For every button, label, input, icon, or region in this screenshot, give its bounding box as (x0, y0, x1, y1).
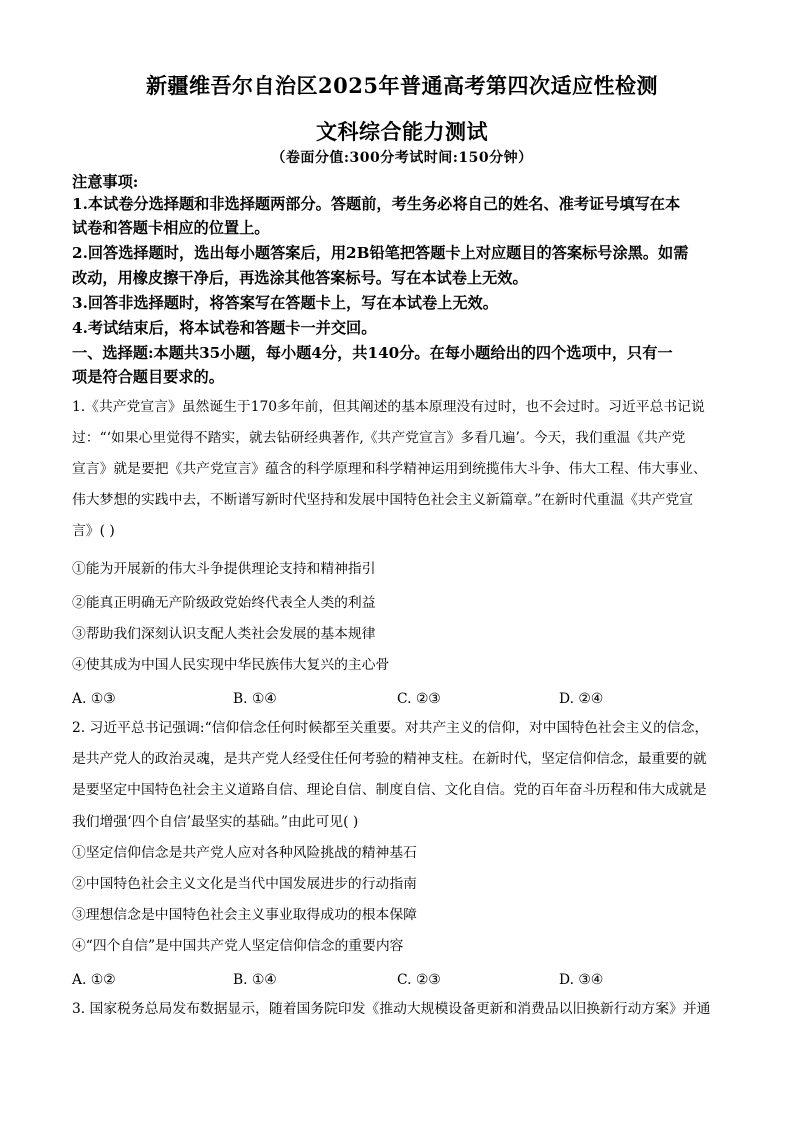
question-2-stem-line: 2. 习近平总书记强调:“信仰信念任何时候都至关重要。对共产主义的信仰，对中国特色社会主义的信念， (72, 720, 709, 736)
exam-title: 新疆维吾尔自治区2025年普通高考第四次适应性检测 (146, 73, 658, 98)
question-1-stem-line: 宣言》就是要把《共产党宣言》蕴含的科学原理和科学精神运用到统揽伟大斗争、伟大工程、伟大事业、 (72, 461, 707, 477)
question-1-statement: ①能为开展新的伟大斗争提供理论支持和精神指引 (72, 561, 376, 577)
question-1-stem-line: 伟大梦想的实践中去，不断谱写新时代坚持和发展中国特色社会主义新篇章。”在新时代重温《共产党宣 (72, 492, 694, 508)
question-2-statement: ④“四个自信”是中国共产党人坚定信仰信念的重要内容 (72, 938, 404, 954)
question-1-statement: ④使其成为中国人民实现中华民族伟大复兴的主心骨 (72, 657, 390, 673)
exam-subtitle: 文科综合能力测试 (316, 119, 488, 144)
question-2-statement: ②中国特色社会主义文化是当代中国发展进步的行动指南 (72, 876, 417, 892)
notes-line: 3.回答非选择题时，将答案写在答题卡上，写在本试卷上无效。 (72, 294, 498, 312)
question-2-stem-line: 是要坚定中国特色社会主义道路自信、理论自信、制度自信、文化自信。党的百年奋斗历程和伟大成就是 (72, 782, 707, 798)
question-3-stem-line: 3. 国家税务总局发布数据显示，随着国务院印发《推动大规模设备更新和消费品以旧换新行动方案》并通 (72, 1001, 711, 1017)
question-1-stem-line: 过：“‘如果心里觉得不踏实，就去钻研经典著作,《共产党宣言》多看几遍’。今天，我们重温《共产党 (72, 430, 686, 446)
exam-info: （卷面分值:300分考试时间:150分钟） (271, 150, 533, 166)
option-c: C. ②③ (397, 691, 441, 707)
notes-line: 试卷和答题卡相应的位置上。 (72, 219, 270, 237)
option-d: D. ②④ (559, 691, 604, 707)
notes-heading: 注意事项: (72, 173, 139, 191)
notes-line: 1.本试卷分选择题和非选择题两部分。答题前，考生务必将自己的姓名、准考证号填写在本 (72, 195, 681, 213)
option-b: B. ①④ (233, 691, 277, 707)
question-1-statement: ③帮助我们深刻认识支配人类社会发展的基本规律 (72, 626, 376, 642)
notes-line: 4.考试结束后，将本试卷和答题卡一并交回。 (72, 319, 377, 337)
question-2-statement: ①坚定信仰信念是共产党人应对各种风险挑战的精神基石 (72, 845, 417, 861)
option-c: C. ②③ (397, 972, 441, 988)
question-2-stem-line: 我们增强‘四个自信’最坚实的基础。”由此可见( ) (72, 814, 359, 830)
option-a: A. ①③ (72, 691, 116, 707)
section-heading-line: 项是符合题目要求的。 (72, 368, 224, 386)
option-d: D. ③④ (559, 972, 604, 988)
question-1-statement: ②能真正明确无产阶级政党始终代表全人类的利益 (72, 595, 376, 611)
question-1-stem-line: 1.《共产党宣言》虽然诞生于170多年前，但其阐述的基本原理没有过时，也不会过时。习近平总书记说 (72, 399, 705, 415)
notes-line: 改动，用橡皮擦干净后，再选涂其他答案标号。写在本试卷上无效。 (72, 269, 528, 287)
question-2-stem-line: 是共产党人的政治灵魂，是共产党人经受住任何考验的精神支柱。在新时代，坚定信仰信念，最重要的就 (72, 751, 707, 767)
option-a: A. ①② (72, 972, 116, 988)
question-1-stem-line: 言》( ) (72, 523, 115, 539)
notes-line: 2.回答选择题时，选出每小题答案后，用2B铅笔把答题卡上对应题目的答案标号涂黑。如需 (72, 244, 689, 262)
question-2-statement: ③理想信念是中国特色社会主义事业取得成功的根本保障 (72, 907, 417, 923)
section-heading-line: 一、选择题:本题共35小题，每小题4分，共140分。在每小题给出的四个选项中，只有一 (72, 344, 673, 362)
option-b: B. ①④ (233, 972, 277, 988)
